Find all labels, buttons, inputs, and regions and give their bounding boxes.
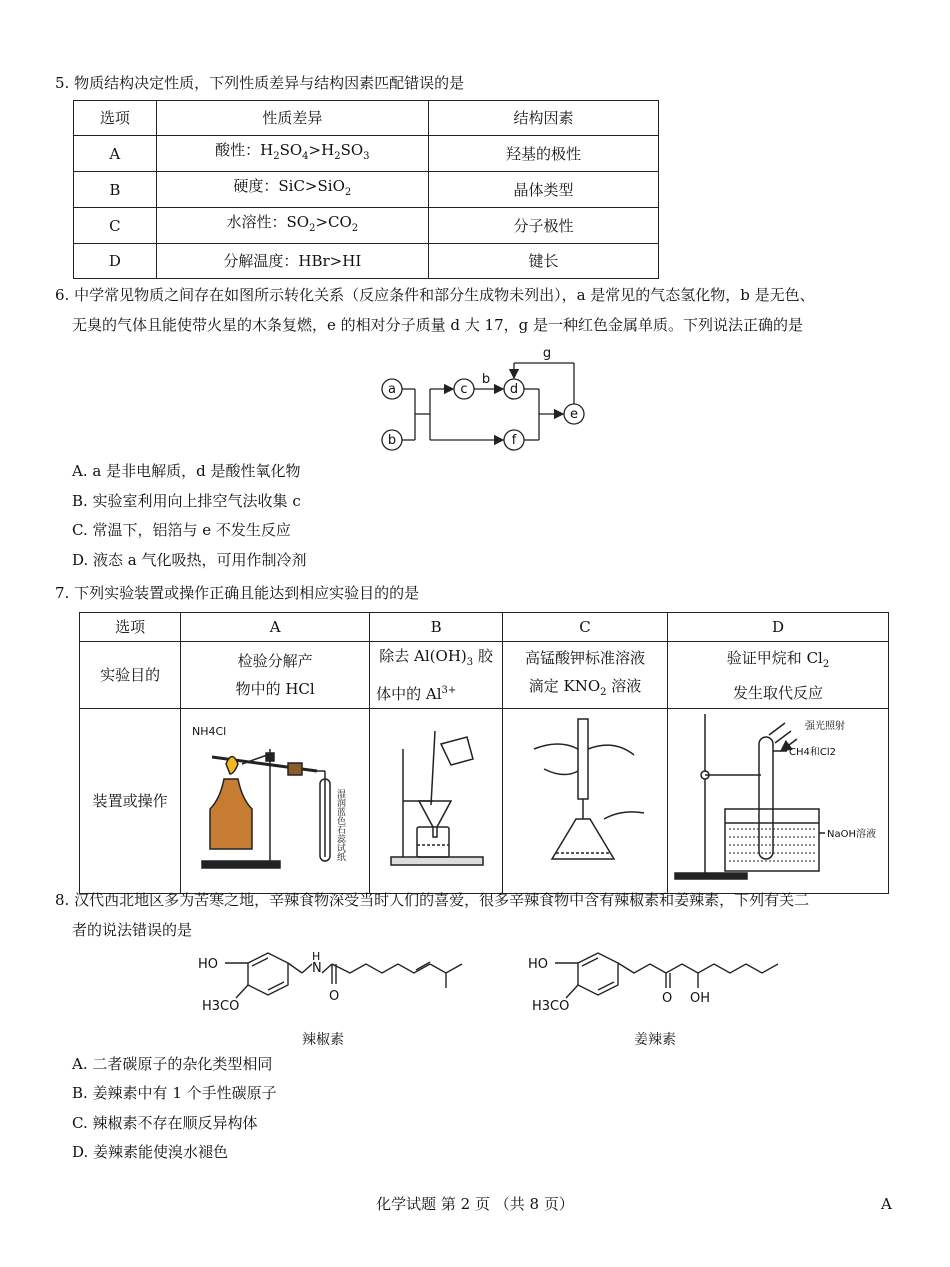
q5-row-a-property: 酸性：$H_2SO_4>H_2SO_3$ [156,136,428,172]
q7-table [79,612,889,894]
gingerol-ring [578,953,618,995]
q7-apparatus-b [370,709,503,894]
q5-row-c-option: C [74,208,157,244]
q7-purpose-c-line2: 滴定 $KNO_2$ 溶液 [528,676,642,698]
q7-purpose-d [668,642,889,709]
q6-stem-line1: 6. 中学常见物质之间存在如图所示转化关系（反应条件和部分生成物未列出），a 是常见的气态氢化物，b 是无色、 [55,286,815,304]
capsaicin-o: O [329,989,340,1004]
q5-header-property: 性质差异 [156,101,428,136]
gingerol-o: O [662,991,673,1006]
q7-header-c: C [503,613,668,642]
node-e-label: e [570,407,578,422]
q5-row-d-option: D [74,244,157,279]
capsaicin-ring [248,953,288,995]
node-a-label: a [388,382,396,397]
apparatus-d-gas-label: CH4和Cl2 [789,747,836,758]
q7-apparatus-c [503,709,668,894]
q6-option-b: B. 实验室利用向上排空气法收集 c [72,492,301,510]
q7-purpose-a-line2: 物中的 HCl [235,680,315,698]
q6-stem-line2: 无臭的气体且能使带火星的木条复燃，e 的相对分子质量 d 大 17，g 是一种红色金属单质。下列说法正确的是 [72,316,804,334]
arrow-label-g: g [542,346,552,361]
q7-purpose-c [503,642,668,709]
q7-header-option: 选项 [80,613,181,642]
q5-row-d-cause: 键长 [428,244,658,279]
capsaicin-h3co: H3CO [202,999,240,1014]
q5-row-b-cause: 晶体类型 [428,172,658,208]
apparatus-b-filtration-diagram [371,709,501,884]
q8-option-a: A. 二者碳原子的杂化类型相同 [72,1055,273,1073]
apparatus-c-titration-diagram [504,709,666,884]
capsaicin-label: 辣椒素 [302,1032,344,1048]
q5-row-d-property: 分解温度：HBr>HI [156,244,428,279]
apparatus-a-reagent-label: NH4Cl [192,725,227,738]
q6-option-c: C. 常温下，铝箔与 e 不发生反应 [72,521,291,539]
q7-purpose-a [181,642,370,709]
q7-apparatus-a [181,709,370,894]
apparatus-d-solution-label: NaOH溶液 [827,829,876,840]
q7-purpose-a-line1: 检验分解产 [237,652,313,670]
node-f-label: f [511,433,517,448]
node-d-label: d [509,382,519,397]
q7-stem: 7. 下列实验装置或操作正确且能达到相应实验目的的是 [55,584,420,602]
q7-purpose-b [370,642,503,709]
apparatus-d-light-label: 强光照射 [805,721,845,732]
q5-header-cause: 结构因素 [428,101,658,136]
q7-apparatus-label: 装置或操作 [80,709,181,894]
q7-header-a: A [181,613,370,642]
q5-row-c-property: 水溶性：$SO_2>CO_2$ [156,208,428,244]
q7-apparatus-d [668,709,889,894]
q6-option-d: D. 液态 a 气化吸热，可用作制冷剂 [72,551,307,569]
page-footer: 化学试题 第 2 页 （共 8 页） [376,1195,574,1213]
q7-purpose-d-line2: 发生取代反应 [733,683,824,702]
q5-row-b-property: 硬度：SiC>SiO$_2$ [156,172,428,208]
q7-purpose-label: 实验目的 [80,642,181,709]
q5-row-a-cause: 羟基的极性 [428,136,658,172]
q7-header-b: B [370,613,503,642]
q8-option-b: B. 姜辣素中有 1 个手性碳原子 [72,1084,277,1102]
q5-table [73,100,659,279]
q5-header-option: 选项 [74,101,157,136]
q7-purpose-b-line2: 体中的 $Al^{3+}$ [376,685,457,703]
arrow-label-b: b [481,372,491,387]
q7-purpose-d-line1: 验证甲烷和 $Cl_2$ [726,648,830,670]
q5-stem: 5. 物质结构决定性质，下列性质差异与结构因素匹配错误的是 [55,74,465,92]
q7-purpose-c-line1: 高锰酸钾标准溶液 [525,648,646,667]
q5-row-b-option: B [74,172,157,208]
q8-option-d: D. 姜辣素能使溴水褪色 [72,1143,229,1161]
gingerol-h3co: H3CO [532,999,570,1014]
q8-structures [190,948,800,1053]
node-b-label: b [387,433,397,448]
q8-stem-line1: 8. 汉代西北地区多为苦寒之地，辛辣食物深受当时人们的喜爱，很多辛辣食物中含有辣椒素和姜辣素，下列有关二 [55,891,810,909]
paper-version: A [881,1195,892,1213]
gingerol-oh: OH [690,991,711,1006]
apparatus-a-heating-diagram [182,709,368,884]
capsaicin-ho: HO [198,957,219,972]
q5-row-c-cause: 分子极性 [428,208,658,244]
gingerol-ho: HO [528,957,549,972]
apparatus-d-photochem-diagram [669,709,887,884]
capsaicin-n: N [312,961,322,976]
q6-transformation-diagram [375,343,595,458]
gingerol-label: 姜辣素 [634,1032,676,1048]
q8-option-c: C. 辣椒素不存在顺反异构体 [72,1114,258,1132]
capsaicin-h: H [312,950,321,963]
q5-row-a-option: A [74,136,157,172]
q6-option-a: A. a 是非电解质，d 是酸性氧化物 [72,462,301,480]
q8-stem-line2: 者的说法错误的是 [72,921,193,939]
q7-header-d: D [668,613,889,642]
node-c-label: c [460,382,468,397]
apparatus-a-tube-label: 湿润蓝色石蕊试纸 [335,789,346,861]
q7-purpose-b-line1: 除去 $Al(OH)_3$ 胶 [379,647,493,668]
